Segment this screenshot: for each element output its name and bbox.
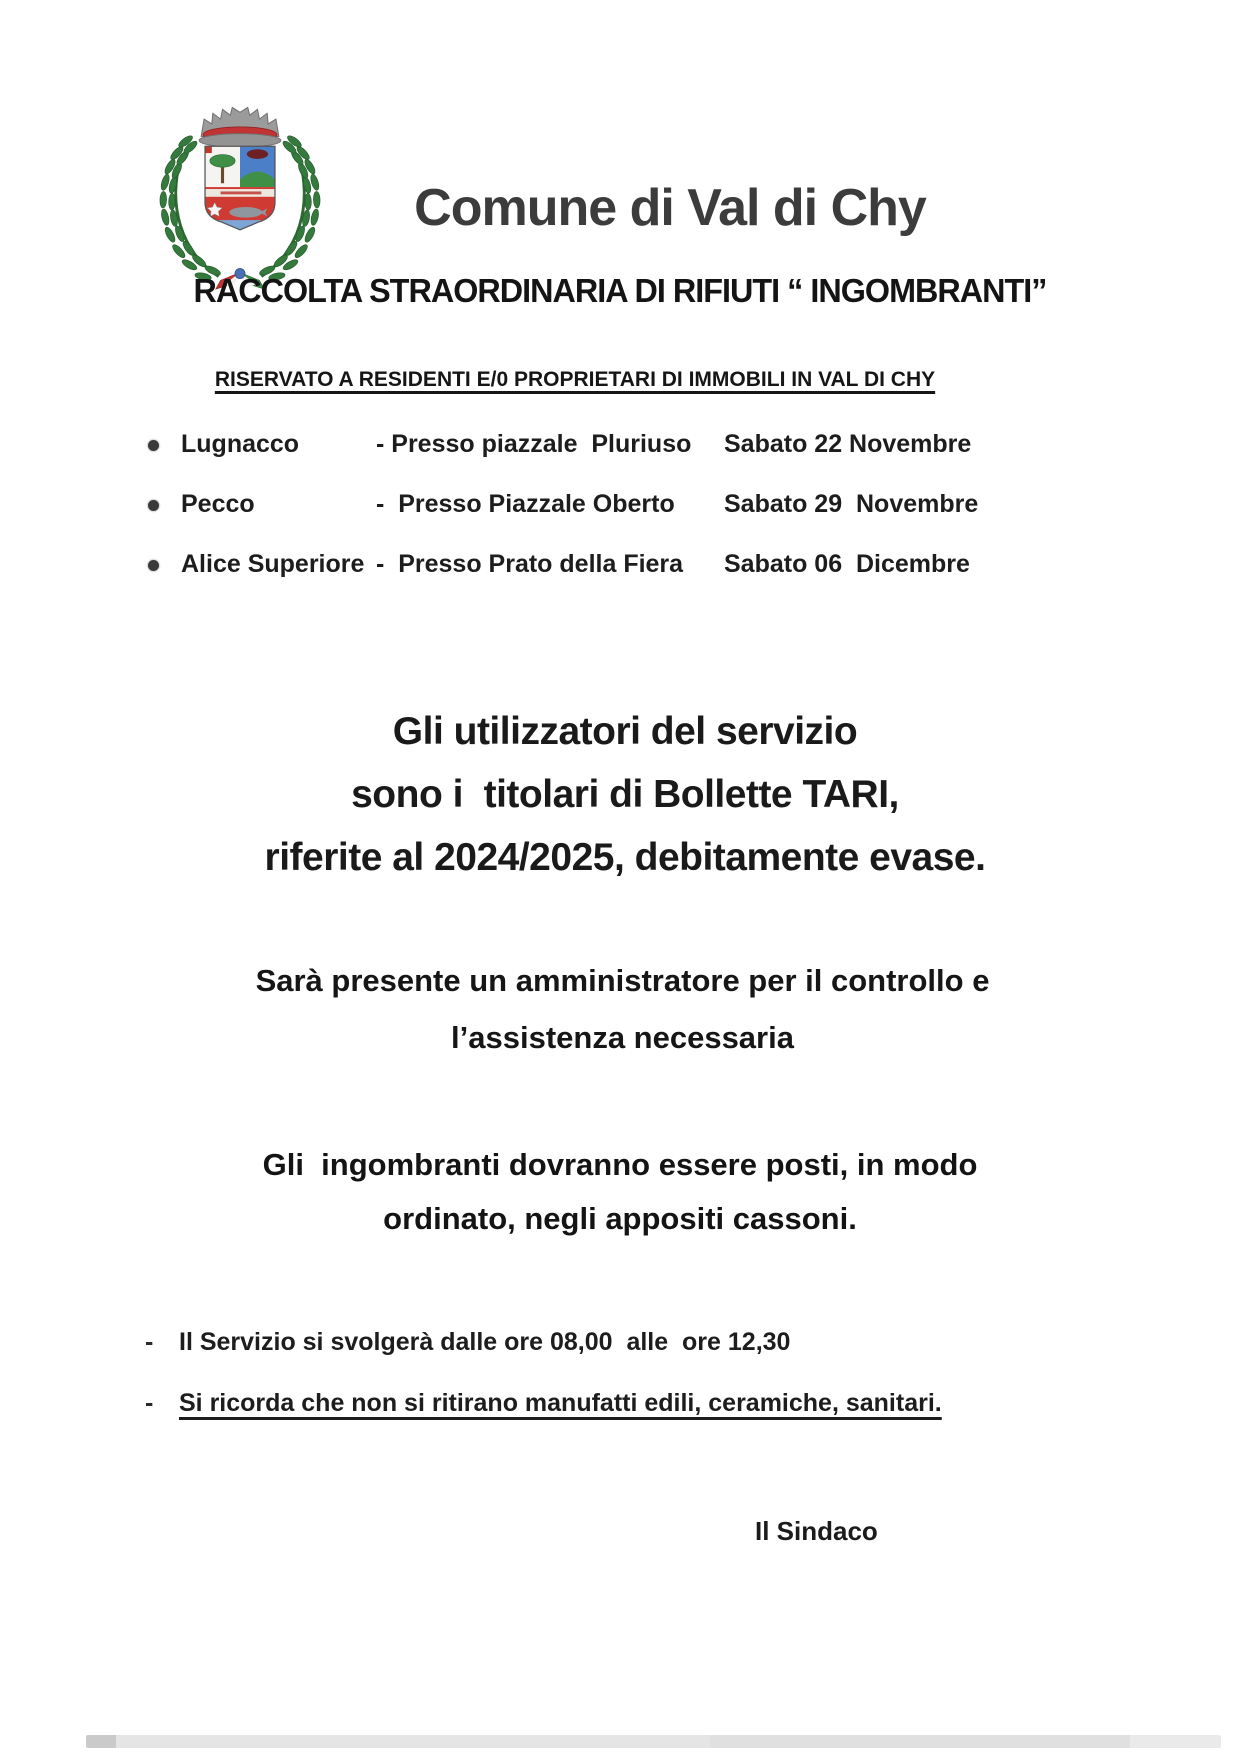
bullet-icon	[148, 560, 159, 571]
containers-line: Gli ingombranti dovranno essere posti, in modo	[262, 1147, 978, 1182]
dash-icon: -	[145, 1328, 154, 1356]
footer-notes	[145, 1328, 1145, 1450]
schedule-place: - Presso Prato della Fiera	[376, 550, 684, 578]
scan-artifact	[86, 1735, 1221, 1748]
dash-icon: -	[145, 1389, 154, 1417]
note-text: Il Servizio si svolgerà dalle ore 08,00 alle ore 12,30	[179, 1328, 791, 1356]
schedule-location: Lugnacco	[181, 430, 300, 458]
tari-line: Gli utilizzatori del servizio	[392, 710, 858, 753]
schedule-row	[140, 490, 1100, 550]
subtitle	[0, 368, 1150, 392]
containers-line: ordinato, negli appositi cassoni.	[383, 1201, 857, 1236]
schedule-list	[140, 430, 1100, 610]
note-row	[145, 1389, 1145, 1450]
schedule-date: Sabato 29 Novembre	[724, 490, 979, 518]
headline: RACCOLTA STRAORDINARIA DI RIFIUTI “ INGOMBRANTI”	[193, 272, 1047, 309]
bullet-icon	[148, 500, 159, 511]
schedule-place: - Presso piazzale Pluriuso	[376, 430, 692, 458]
schedule-place: - Presso Piazzale Oberto	[376, 490, 675, 518]
municipal-crest-icon	[142, 88, 338, 292]
mural-crown-icon	[199, 107, 281, 147]
schedule-row	[140, 430, 1100, 490]
administrator-line: Sarà presente un amministratore per il controllo e	[255, 963, 990, 998]
administrator-note	[0, 952, 1240, 1066]
page-title: Comune di Val di Chy	[414, 179, 926, 237]
tari-statement	[0, 700, 1240, 889]
tari-line: sono i titolari di Bollette TARI,	[351, 773, 899, 816]
schedule-date: Sabato 06 Dicembre	[724, 550, 970, 578]
signature: Il Sindaco	[755, 1516, 878, 1546]
schedule-row	[140, 550, 1100, 610]
schedule-location: Alice Superiore	[181, 550, 365, 578]
note-row	[145, 1328, 1145, 1389]
note-text: Si ricorda che non si ritirano manufatti edili, ceramiche, sanitari.	[179, 1389, 942, 1417]
subtitle-text: RISERVATO A RESIDENTI E/0 PROPRIETARI DI IMMOBILI IN VAL DI CHY	[214, 368, 936, 391]
administrator-line: l’assistenza necessaria	[451, 1020, 794, 1055]
shield-icon	[205, 146, 275, 230]
containers-note	[0, 1138, 1240, 1246]
schedule-date: Sabato 22 Novembre	[724, 430, 972, 458]
tari-line: riferite al 2024/2025, debitamente evase.	[264, 836, 986, 879]
schedule-location: Pecco	[181, 490, 255, 518]
bullet-icon	[148, 440, 159, 451]
